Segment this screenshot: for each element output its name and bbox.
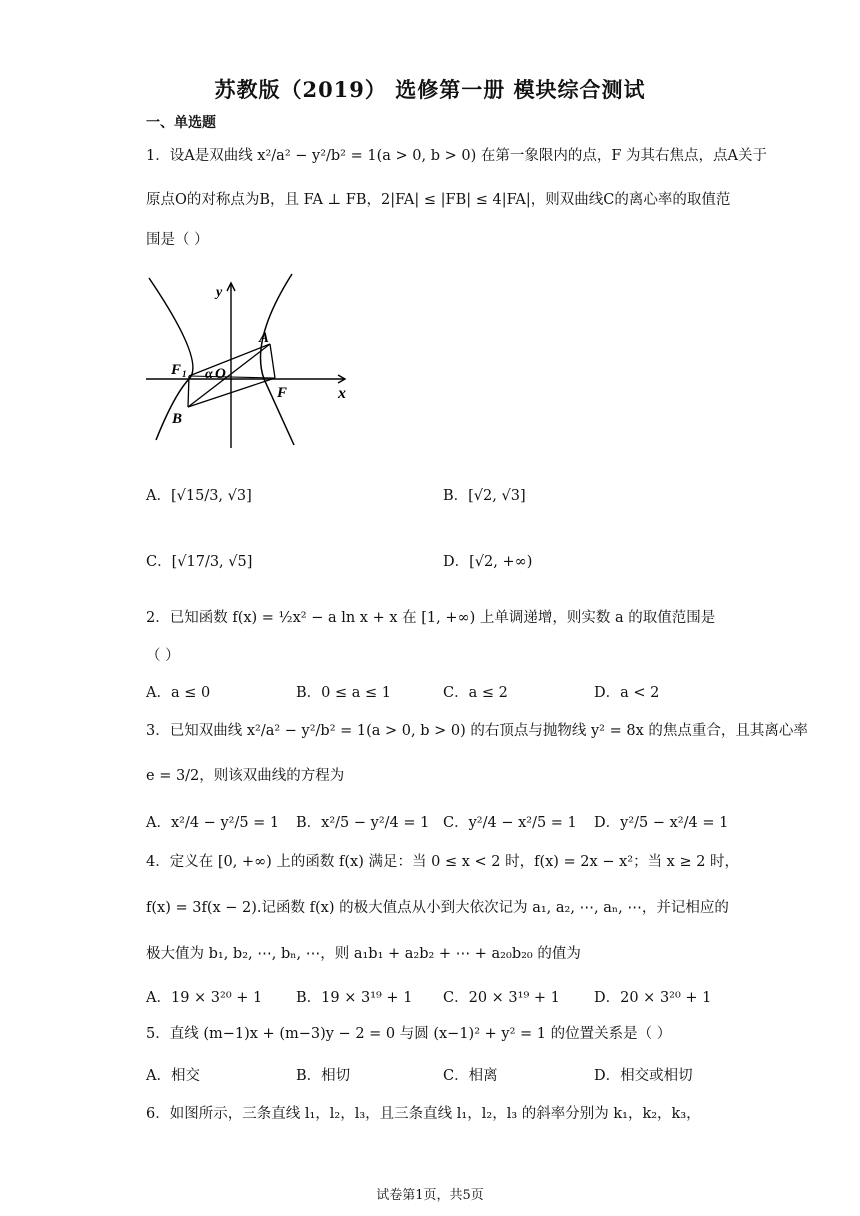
label-x: x: [338, 385, 346, 402]
q1-line2: 原点O的对称点为B，且 FA ⊥ FB，2|FA| ≤ |FB| ≤ 4|FA|，则双曲线C的离心率的取值范: [146, 192, 731, 208]
q1-option-c[interactable]: C．[√17/3, √5]: [146, 554, 253, 570]
page-title: 苏教版（2019） 选修第一册 模块综合测试: [214, 77, 646, 102]
right-branch: [261, 274, 295, 445]
q3-line2: e = 3/2，则该双曲线的方程为: [146, 768, 345, 784]
hyperbola-figure: [144, 270, 354, 450]
q4-option-d[interactable]: D．20 × 3²⁰ + 1: [594, 990, 712, 1006]
label-f: F: [277, 385, 288, 401]
q2-option-a[interactable]: A．a ≤ 0: [146, 685, 211, 701]
left-branch: [149, 278, 193, 440]
section-heading: 一、单选题: [146, 115, 216, 131]
q2-option-d[interactable]: D．a < 2: [594, 685, 660, 701]
label-alpha: α: [205, 367, 213, 382]
q3-option-d[interactable]: D．y²/5 − x²/4 = 1: [594, 815, 729, 831]
segment-ab: [188, 344, 270, 407]
q5-option-b[interactable]: B．相切: [296, 1068, 351, 1084]
q6-line1: 6．如图所示，三条直线 l₁，l₂，l₃，且三条直线 l₁，l₂，l₃ 的斜率分别为 k₁，k₂，k₃，: [146, 1106, 701, 1122]
q3-option-c[interactable]: C．y²/4 − x²/5 = 1: [443, 815, 577, 831]
q1-line1: 1．设A是双曲线 x²/a² − y²/b² = 1(a > 0, b > 0) 在第一象限内的点，F 为其右焦点，点A关于: [146, 148, 767, 164]
q1-option-b[interactable]: B．[√2, √3]: [443, 488, 526, 504]
page-footer: 试卷第1页，共5页: [376, 1188, 484, 1203]
q5-line1: 5．直线 (m−1)x + (m−3)y − 2 = 0 与圆 (x−1)² + y² = 1 的位置关系是（ ）: [146, 1026, 672, 1042]
label-a: A: [259, 330, 270, 346]
q2-line2: （ ）: [146, 648, 180, 664]
label-f1: F: [171, 362, 182, 378]
q5-option-c[interactable]: C．相离: [443, 1068, 498, 1084]
q4-option-b[interactable]: B．19 × 3¹⁹ + 1: [296, 990, 413, 1006]
q2-option-c[interactable]: C．a ≤ 2: [443, 685, 508, 701]
q4-line1: 4．定义在 [0, +∞) 上的函数 f(x) 满足：当 0 ≤ x < 2 时，f(x) = 2x − x²；当 x ≥ 2 时，: [146, 854, 740, 870]
segment-af1: [189, 344, 270, 376]
label-b: B: [172, 411, 183, 427]
segment-f1f: [189, 376, 275, 378]
label-y: y: [216, 285, 223, 300]
q1-option-a[interactable]: A．[√15/3, √3]: [146, 488, 252, 504]
q1-option-d[interactable]: D．[√2, +∞): [443, 554, 533, 570]
q1-line3: 围是（ ）: [146, 232, 209, 248]
q5-option-a[interactable]: A．相交: [146, 1068, 200, 1084]
label-o: O: [215, 366, 226, 382]
q3-option-b[interactable]: B．x²/5 − y²/4 = 1: [296, 815, 430, 831]
q2-line1: 2．已知函数 f(x) = ½x² − a ln x + x 在 [1, +∞) 上单调递增，则实数 a 的取值范围是: [146, 610, 716, 626]
segment-af: [270, 344, 275, 378]
q4-option-c[interactable]: C．20 × 3¹⁹ + 1: [443, 990, 560, 1006]
q3-line1: 3．已知双曲线 x²/a² − y²/b² = 1(a > 0, b > 0) 的右顶点与抛物线 y² = 8x 的焦点重合，且其离心率: [146, 723, 808, 739]
q2-option-b[interactable]: B．0 ≤ a ≤ 1: [296, 685, 391, 701]
q4-line2: f(x) = 3f(x − 2).记函数 f(x) 的极大值点从小到大依次记为 a₁, a₂, ⋯, aₙ, ⋯，并记相应的: [146, 900, 729, 916]
q4-option-a[interactable]: A．19 × 3²⁰ + 1: [146, 990, 263, 1006]
label-f1-sub: 1: [182, 369, 187, 379]
q5-option-d[interactable]: D．相交或相切: [594, 1068, 693, 1084]
q3-option-a[interactable]: A．x²/4 − y²/5 = 1: [146, 815, 280, 831]
q4-line3: 极大值为 b₁, b₂, ⋯, bₙ, ⋯，则 a₁b₁ + a₂b₂ + ⋯ + a₂₀b₂₀ 的值为: [146, 946, 581, 962]
